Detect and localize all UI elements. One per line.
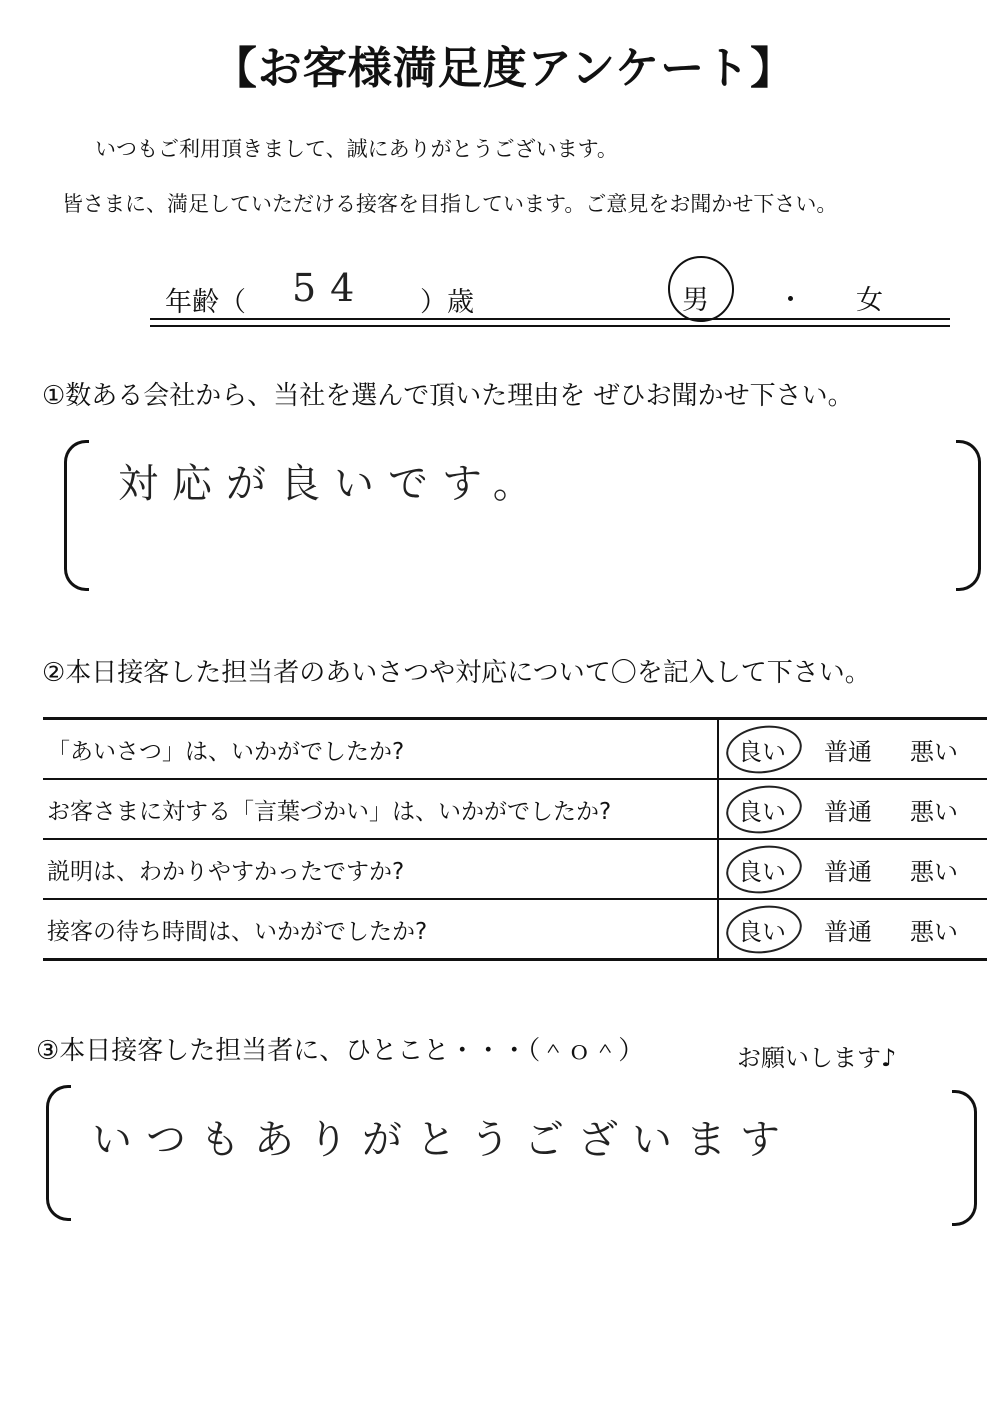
rating-table <box>43 717 987 961</box>
option-bad[interactable]: 悪い <box>910 737 958 766</box>
q3-request: お願いします♪ <box>737 1044 897 1072</box>
option-good[interactable]: 良い <box>732 852 792 887</box>
row-question: お客さまに対する「言葉づかい」は、いかがでしたか? <box>43 779 718 839</box>
q3-bracket-right <box>952 1090 977 1226</box>
page-title: 【お客様満足度アンケート】 <box>212 43 796 94</box>
option-good[interactable]: 良い <box>732 912 792 947</box>
row-question: 接客の待ち時間は、いかがでしたか? <box>43 899 718 960</box>
option-average[interactable]: 普通 <box>824 737 872 766</box>
gender-separator: ・ <box>777 285 804 316</box>
age-value[interactable]: 54 <box>292 266 369 310</box>
option-average[interactable]: 普通 <box>824 797 872 826</box>
intro-line-1: いつもご利用頂きまして、誠にありがとうございます。 <box>95 137 618 161</box>
q3-bracket-left <box>46 1085 71 1221</box>
q1-answer[interactable]: 対応が良いです。 <box>118 461 547 507</box>
table-row <box>43 779 987 839</box>
intro-line-2: 皆さまに、満足していただける接客を目指しています。ご意見をお聞かせ下さい。 <box>62 192 838 216</box>
option-average[interactable]: 普通 <box>824 917 872 946</box>
age-suffix: ）歳 <box>420 287 474 318</box>
age-label: 年齢（ <box>165 287 246 318</box>
q1-question: ①数ある会社から、当社を選んで頂いた理由を ぜひお聞かせ下さい。 <box>42 381 854 411</box>
row-options <box>718 779 987 839</box>
row-question: 「あいさつ」は、いかがでしたか? <box>43 719 718 780</box>
row-options <box>718 839 987 899</box>
table-row <box>43 719 987 780</box>
option-bad[interactable]: 悪い <box>910 797 958 826</box>
table-row <box>43 899 987 960</box>
option-good[interactable]: 良い <box>732 732 792 767</box>
row-question: 説明は、わかりやすかったですか? <box>43 839 718 899</box>
divider-top <box>150 318 950 320</box>
q2-question: ②本日接客した担当者のあいさつや対応について〇を記入して下さい。 <box>42 658 871 688</box>
row-options <box>718 899 987 960</box>
option-bad[interactable]: 悪い <box>910 917 958 946</box>
q1-bracket-left <box>64 440 89 591</box>
option-average[interactable]: 普通 <box>824 857 872 886</box>
option-good[interactable]: 良い <box>732 792 792 827</box>
q1-bracket-right <box>956 440 981 591</box>
gender-male[interactable]: 男 <box>682 285 709 316</box>
q3-answer[interactable]: いつもありがとうございます <box>92 1117 794 1163</box>
gender-female[interactable]: 女 <box>856 285 883 316</box>
q3-question: ③本日接客した担当者に、ひとこと・・・（＾ｏ＾） <box>36 1036 645 1066</box>
divider-bottom <box>150 325 950 327</box>
option-bad[interactable]: 悪い <box>910 857 958 886</box>
row-options <box>718 719 987 780</box>
table-row <box>43 839 987 899</box>
